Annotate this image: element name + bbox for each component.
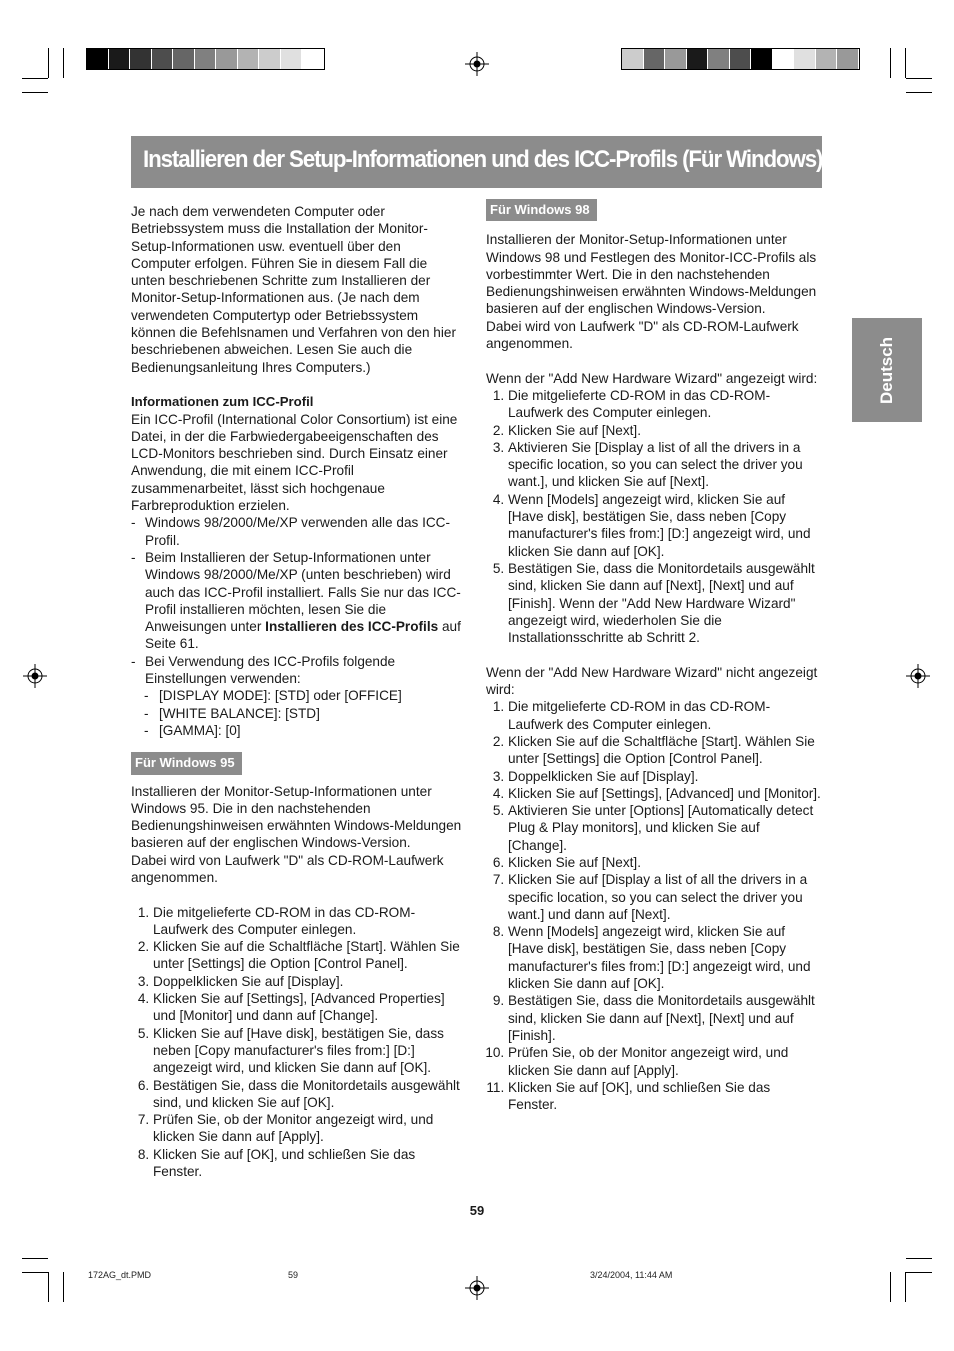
list-item: 5. Klicken Sie auf [Have disk], bestätigen Sie, dass neben [Copy manufacturer's files from:] [D:] angezeigt wird, und klicken Sie dann auf [OK].	[153, 1025, 464, 1077]
list-item: 4. Wenn [Models] angezeigt wird, klicken Sie auf [Have disk], bestätigen Sie, dass neben [Copy manufacturer's files from:] [D:] angezeigt wird, und klicken Sie dann auf [OK].	[508, 491, 822, 560]
list-item: 3. Doppelklicken Sie auf [Display].	[508, 768, 822, 785]
list-item: 1. Die mitgelieferte CD-ROM in das CD-ROM-Laufwerk des Computer einlegen.	[508, 698, 822, 733]
icc-bullet-2-tail: auf Seite 61.	[145, 619, 461, 652]
grayscale-bar-left	[86, 48, 325, 70]
icc-bullet-3: - Bei Verwendung des ICC-Profils folgende Einstellungen verwenden:	[131, 653, 464, 688]
icc-bullet-2	[131, 549, 464, 653]
nowizard-steps	[486, 698, 822, 1113]
list-item: 2. Klicken Sie auf die Schaltfläche [Start]. Wählen Sie unter [Settings] die Option [Control Panel].	[153, 938, 464, 973]
footer-file: 172AG_dt.PMD	[88, 1270, 152, 1280]
list-item: 6. Klicken Sie auf [Next].	[508, 854, 822, 871]
intro-paragraph: Je nach dem verwendeten Computer oder Betriebssystem muss die Installation der Monitor-Setup-Informationen usw. eventuell über den Computer erfolgen. Führen Sie in diesem Fall die unten beschriebenen Schritte zum Installieren der Monitor-Setup-Informationen aus. (Je nach dem verwendeten Computertyp oder Betriebssystem können die Befehlsnamen und Verfahren von den hier beschriebenen abweichen. Lesen Sie auch die Bedienungsanleitung Ihres Computers.)	[131, 204, 456, 375]
icc-paragraph: Ein ICC-Profil (International Color Consortium) ist eine Datei, in der die Farbwiedergabeeigenschaften des LCD-Monitors beschrieben sind. Durch Einsatz einer Anwendung, die mit einem ICC-Profil zusammenarbeitet, lässt sich hochgenaue Farbreproduktion erzielen.	[131, 411, 458, 514]
wizard-shown-heading: Wenn der "Add New Hardware Wizard" angezeigt wird:	[486, 370, 818, 386]
wizard-not-shown-heading: Wenn der "Add New Hardware Wizard" nicht angezeigt wird:	[486, 664, 818, 698]
list-item: 1. Die mitgelieferte CD-ROM in das CD-ROM-Laufwerk des Computer einlegen.	[508, 387, 822, 422]
list-item: 3. Aktivieren Sie [Display a list of all the drivers in a specific location, so you can select the driver you want.], und klicken Sie auf [Next].	[508, 439, 822, 491]
win98-section-label: Für Windows 98	[486, 199, 597, 221]
left-column	[131, 203, 464, 1180]
list-item: 3. Doppelklicken Sie auf [Display].	[153, 973, 464, 990]
icc-sub-bullet: - [WHITE BALANCE]: [STD]	[131, 705, 464, 722]
icc-sub-bullet: - [DISPLAY MODE]: [STD] oder [OFFICE]	[131, 687, 464, 704]
list-item: 11. Klicken Sie auf [OK], und schließen Sie das Fenster.	[508, 1079, 822, 1114]
list-item: 5. Bestätigen Sie, dass die Monitordetails ausgewählt sind, klicken Sie dann auf [Next], [Next] und auf [Finish]. Wenn der "Add New Hardware Wizard" angezeigt wird, wiederholen Sie die Installationsschritte ab Schritt 2.	[508, 560, 822, 646]
registration-mark-right-icon	[906, 664, 930, 688]
page-number: 59	[469, 1203, 485, 1218]
icc-sub-bullet: - [GAMMA]: [0]	[131, 722, 464, 739]
icc-bullet-1: - Windows 98/2000/Me/XP verwenden alle das ICC-Profil.	[131, 514, 464, 549]
list-item: 10. Prüfen Sie, ob der Monitor angezeigt wird, und klicken Sie dann auf [Apply].	[508, 1044, 822, 1079]
list-item: 7. Klicken Sie auf [Display a list of all the drivers in a specific location, so you can select the driver you want.] und dann auf [Next].	[508, 871, 822, 923]
list-item: 9. Bestätigen Sie, dass die Monitordetails ausgewählt sind, klicken Sie dann auf [Next], [Next] und auf [Finish].	[508, 992, 822, 1044]
page-title: Installieren der Setup-Informationen und des ICC-Profils (Für Windows)	[143, 146, 823, 173]
list-item: 1. Die mitgelieferte CD-ROM in das CD-ROM-Laufwerk des Computer einlegen.	[153, 904, 464, 939]
win95-section-label: Für Windows 95	[131, 752, 242, 774]
win98-drive-note: Dabei wird von Laufwerk "D" als CD-ROM-Laufwerk angenommen.	[486, 318, 799, 352]
title-bar	[131, 136, 822, 188]
win95-intro: Installieren der Monitor-Setup-Informationen unter Windows 95. Die in den nachstehenden Bedienungshinweisen erwähnten Windows-Meldungen basieren auf der englischen Windows-Version.	[131, 783, 462, 851]
win95-drive-note: Dabei wird von Laufwerk "D" als CD-ROM-Laufwerk angenommen.	[131, 852, 444, 885]
list-item: 7. Prüfen Sie, ob der Monitor angezeigt wird, und klicken Sie dann auf [Apply].	[153, 1111, 464, 1146]
right-column	[486, 199, 822, 1113]
icc-bullet-2-ref: Installieren des ICC-Profils	[265, 619, 439, 635]
list-item: 8. Wenn [Models] angezeigt wird, klicken Sie auf [Have disk], bestätigen Sie, dass neben [Copy manufacturer's files from:] [D:] angezeigt wird, und klicken Sie dann auf [OK].	[508, 923, 822, 992]
wizard-steps	[486, 387, 822, 646]
list-item: 5. Aktivieren Sie unter [Options] [Automatically detect Plug & Play monitors], und klicken Sie auf [Change].	[508, 802, 822, 854]
language-tab	[852, 318, 922, 422]
list-item: 6. Bestätigen Sie, dass die Monitordetails ausgewählt sind, und klicken Sie auf [OK].	[153, 1077, 464, 1112]
language-tab-label: Deutsch	[877, 336, 896, 404]
footer-timestamp: 3/24/2004, 11:44 AM	[590, 1270, 673, 1280]
icc-heading: Informationen zum ICC-Profil	[131, 394, 314, 410]
list-item: 8. Klicken Sie auf [OK], und schließen Sie das Fenster.	[153, 1146, 464, 1181]
win98-intro: Installieren der Monitor-Setup-Informationen unter Windows 98 und Festlegen des Monitor-ICC-Profils als vorbestimmter Wert. Die in den nachstehenden Bedienungshinweisen erwähnten Windows-Meldungen basieren auf der englischen Windows-Version.	[486, 232, 817, 317]
list-item: 4. Klicken Sie auf [Settings], [Advanced Properties] und [Monitor] und dann auf [Change].	[153, 990, 464, 1025]
registration-mark-top-icon	[465, 52, 489, 76]
win95-steps	[131, 904, 464, 1181]
registration-mark-bottom-icon	[465, 1276, 489, 1300]
list-item: 2. Klicken Sie auf [Next].	[508, 422, 822, 439]
list-item: 2. Klicken Sie auf die Schaltfläche [Start]. Wählen Sie unter [Settings] die Option [Control Panel].	[508, 733, 822, 768]
registration-mark-left-icon	[23, 664, 47, 688]
icc-bullet-2-text: Beim Installieren der Setup-Informationen unter Windows 98/2000/Me/XP (unten beschrieben) wird auch das ICC-Profil installiert. Falls Sie nur das ICC-Profil installieren möchten, lesen Sie die Anweisungen unter	[145, 549, 461, 635]
list-item: 4. Klicken Sie auf [Settings], [Advanced] und [Monitor].	[508, 785, 822, 802]
grayscale-bar-right	[621, 48, 860, 70]
footer-page: 59	[288, 1270, 299, 1280]
